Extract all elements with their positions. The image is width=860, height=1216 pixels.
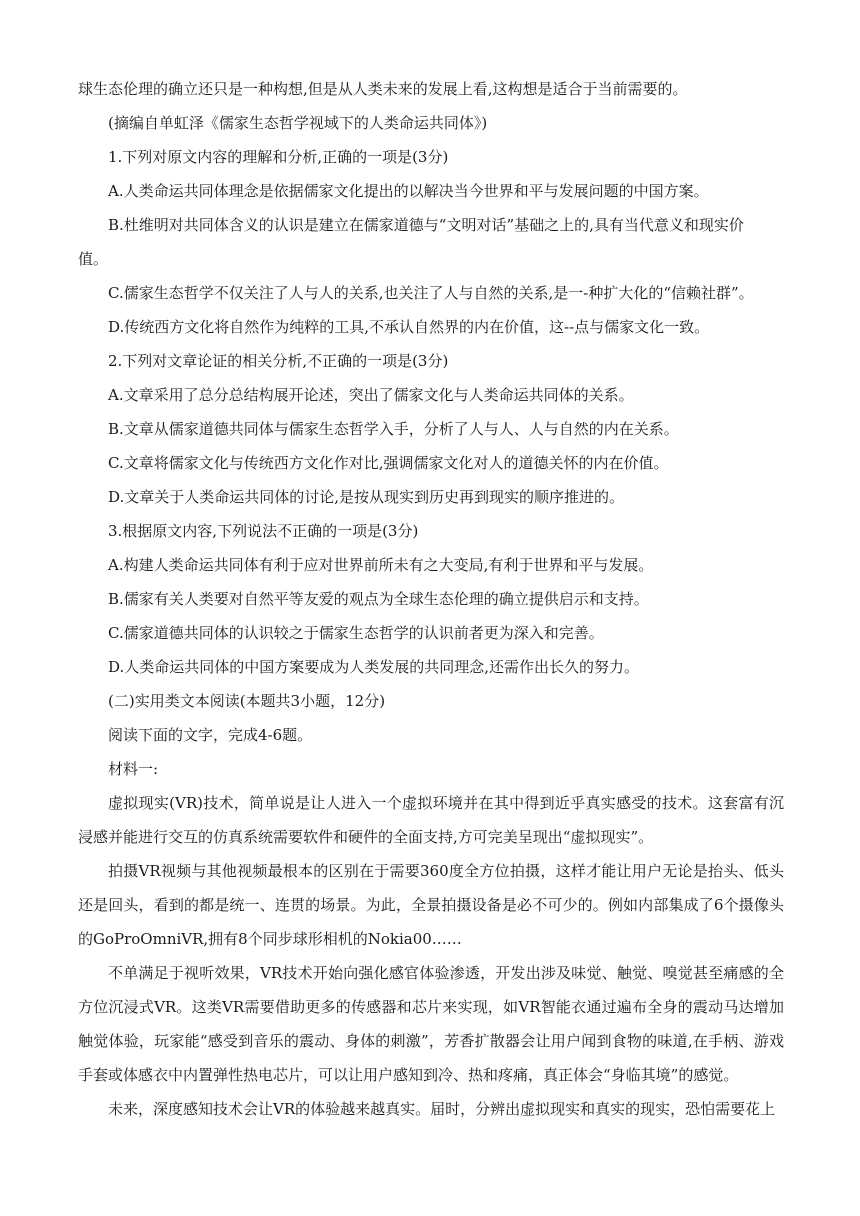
- paragraph: 未来，深度感知技术会让VR的体验越来越真实。届时，分辨出虚拟现实和真实的现实，恐怕需要花上: [108, 1100, 776, 1118]
- document-page: [78, 72, 784, 1126]
- section-heading: (二)实用类文本阅读(本题共3小题，12分): [108, 692, 386, 710]
- instruction-text: 阅读下面的文字，完成4-6题。: [108, 726, 313, 744]
- question-3: 3.根据原文内容,下列说法不正确的一项是(3分): [108, 522, 419, 540]
- q2-option-a: A.文章采用了总分总结构展开论述，突出了儒家文化与人类命运共同体的关系。: [108, 386, 634, 404]
- q1-option-b-cont: 值。: [78, 250, 109, 268]
- paragraph: 拍摄VR视频与其他视频最根本的区别在于需要360度全方位拍摄，这样才能让用户无论是抬头、低头还是回头，看到的都是统一、连贯的场景。为此，全景拍摄设备是必不可少的。例如内部集成了6个摄像头的GoProOmniVR,拥有8个同步球形相机的Nokia00……: [78, 862, 784, 948]
- q1-option-a: A.人类命运共同体理念是依据儒家文化提出的以解决当今世界和平与发展问题的中国方案。: [108, 182, 709, 200]
- q1-option-b: B.杜维明对共同体含义的认识是建立在儒家道德与“文明对话”基础之上的,具有当代意义和现实价: [108, 216, 744, 234]
- q1-option-d: D.传统西方文化将自然作为纯粹的工具,不承认自然界的内在价值，这--点与儒家文化一致。: [108, 318, 710, 336]
- paragraph: 不单满足于视听效果，VR技术开始向强化感官体验渗透，开发出涉及味觉、触觉、嗅觉甚至痛感的全方位沉浸式VR。这类VR需要借助更多的传感器和芯片来实现，如VR智能衣通过遍布全身的震动马达增加触觉体验，玩家能“感受到音乐的震动、身体的刺激”，芳香扩散器会让用户闻到食物的味道,在手柄、游戏手套或体感衣中内置弹性热电芯片，可以让用户感知到冷、热和疼痛，真正体会“身临其境”的感觉。: [78, 964, 784, 1084]
- q3-option-b: B.儒家有关人类要对自然平等友爱的观点为全球生态伦理的确立提供启示和支持。: [108, 590, 649, 608]
- material-label: 材料一:: [108, 760, 159, 778]
- paragraph: 虚拟现实(VR)技术，简单说是让人进入一个虚拟环境并在其中得到近乎真实感受的技术。这套富有沉浸感并能进行交互的仿真系统需要软件和硬件的全面支持,方可完美呈现出“虚拟现实”。: [78, 794, 784, 846]
- q2-option-d: D.文章关于人类命运共同体的讨论,是按从现实到历史再到现实的顺序推进的。: [108, 488, 625, 506]
- q2-option-b: B.文章从儒家道德共同体与儒家生态哲学入手，分析了人与人、人与自然的内在关系。: [108, 420, 679, 438]
- source-citation: (摘编自单虹泽《儒家生态哲学视域下的人类命运共同体》): [108, 114, 488, 132]
- text-line: 球生态伦理的确立还只是一种构想,但是从人类未来的发展上看,这构想是适合于当前需要的。: [78, 80, 688, 98]
- q3-option-a: A.构建人类命运共同体有利于应对世界前所未有之大变局,有利于世界和平与发展。: [108, 556, 654, 574]
- q3-option-c: C.儒家道德共同体的认识较之于儒家生态哲学的认识前者更为深入和完善。: [108, 624, 604, 642]
- q1-option-c: C.儒家生态哲学不仅关注了人与人的关系,也关注了人与自然的关系,是一-种扩大化的“信赖社群”。: [108, 284, 754, 302]
- q3-option-d: D.人类命运共同体的中国方案要成为人类发展的共同理念,还需作出长久的努力。: [108, 658, 640, 676]
- question-1: 1.下列对原文内容的理解和分析,正确的一项是(3分): [108, 148, 449, 166]
- question-2: 2.下列对文章论证的相关分析,不正确的一项是(3分): [108, 352, 449, 370]
- q2-option-c: C.文章将儒家文化与传统西方文化作对比,强调儒家文化对人的道德关怀的内在价值。: [108, 454, 669, 472]
